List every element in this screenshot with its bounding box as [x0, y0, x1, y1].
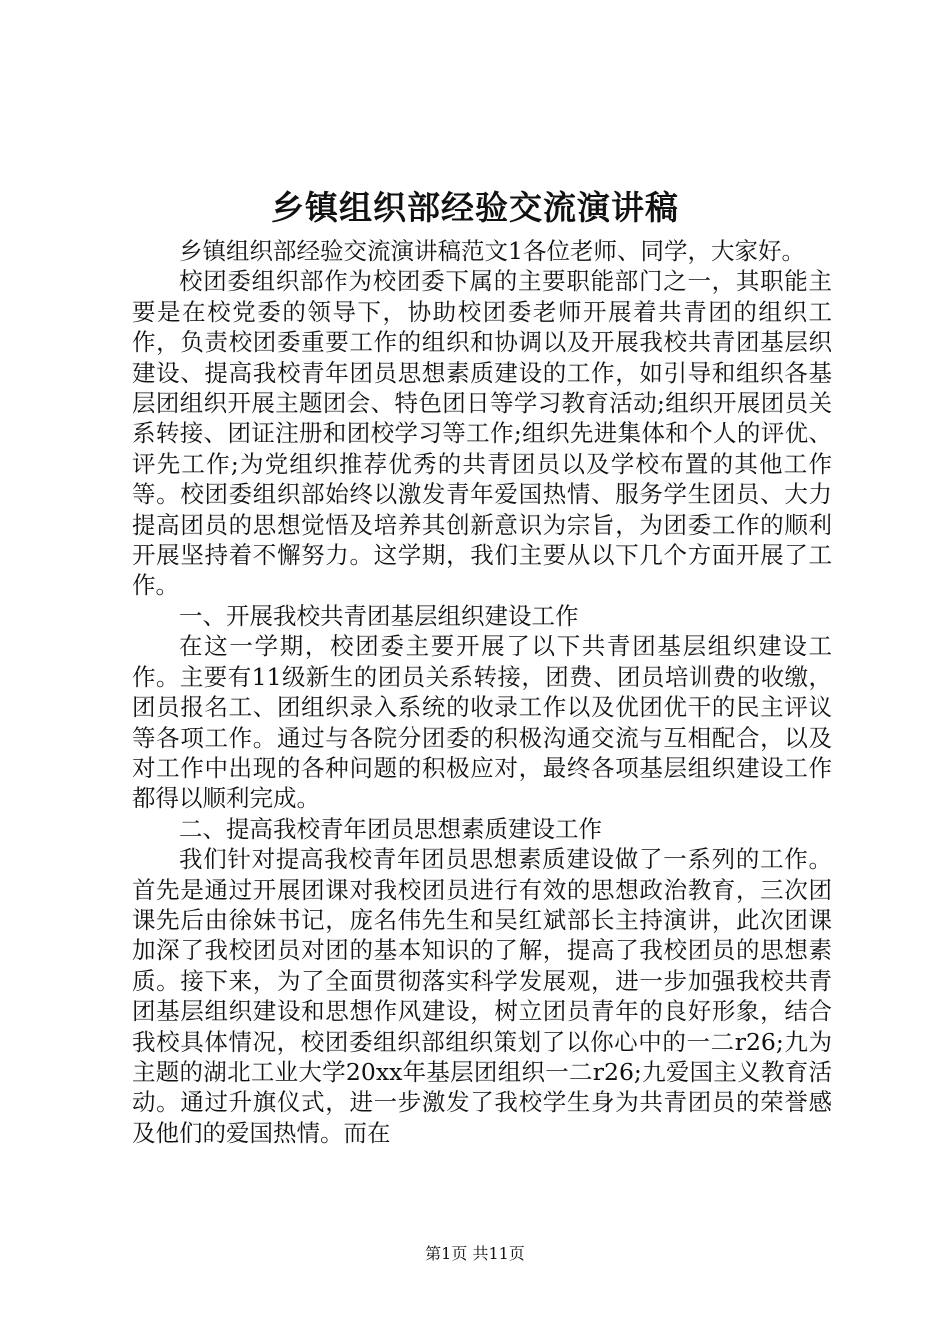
section-heading-1: 一、开展我校共青团基层组织建设工作	[179, 601, 579, 630]
paragraph-intro: 乡镇组织部经验交流演讲稿范文1各位老师、同学，大家好。	[179, 237, 805, 265]
document-body	[132, 236, 832, 1148]
page-number-footer: 第1页 共11页	[425, 1244, 525, 1263]
section-heading-2: 二、提高我校青年团员思想素质建设工作	[179, 814, 602, 843]
paragraph-section-1: 在这一学期，校团委主要开展了以下共青团基层组织建设工作。主要有11级新生的团员关系转接，团费、团员培训费的收缴，团员报名工、团组织录入系统的收录工作以及优团优干的民主评议等各项工作。通过与各院分团委的积极沟通交流与互相配合，以及对工作中出现的各种问题的积极应对，最终各项基层组织建设工作都得以顺利完成。	[132, 632, 832, 813]
paragraph-section-2: 我们针对提高我校青年团员思想素质建设做了一系列的工作。首先是通过开展团课对我校团员进行有效的思想政治教育，三次团课先后由徐妹书记，庞名伟先生和吴红斌部长主持演讲，此次团课加深了我校团员对团的基本知识的了解，提高了我校团员的思想素质。接下来，为了全面贯彻落实科学发展观，进一步加强我校共青团基层组织建设和思想作风建设，树立团员青年的良好形象，结合我校具体情况，校团委组织部组织策划了以你心中的一二r26;九为主题的湖北工业大学20xx年基层团组织一二r26;九爱国主义教育活动。通过升旗仪式，进一步激发了我校学生身为共青团员的荣誉感及他们的爱国热情。而在	[132, 845, 832, 1147]
document-title: 乡镇组织部经验交流演讲稿	[271, 188, 679, 227]
paragraph-overview: 校团委组织部作为校团委下属的主要职能部门之一，其职能主要是在校党委的领导下，协助校团委老师开展着共青团的组织工作，负责校团委重要工作的组织和协调以及开展我校共青团基层织建设、提高我校青年团员思想素质建设的工作，如引导和组织各基层团组织开展主题团会、特色团日等学习教育活动;组织开展团员关系转接、团证注册和团校学习等工作;组织先进集体和个人的评优、评先工作;为党组织推荐优秀的共青团员以及学校布置的其他工作等。校团委组织部始终以激发青年爱国热情、服务学生团员、大力提高团员的思想觉悟及培养其创新意识为宗旨，为团委工作的顺利开展坚持着不懈努力。这学期，我们主要从以下几个方面开展了工作。	[132, 267, 832, 600]
